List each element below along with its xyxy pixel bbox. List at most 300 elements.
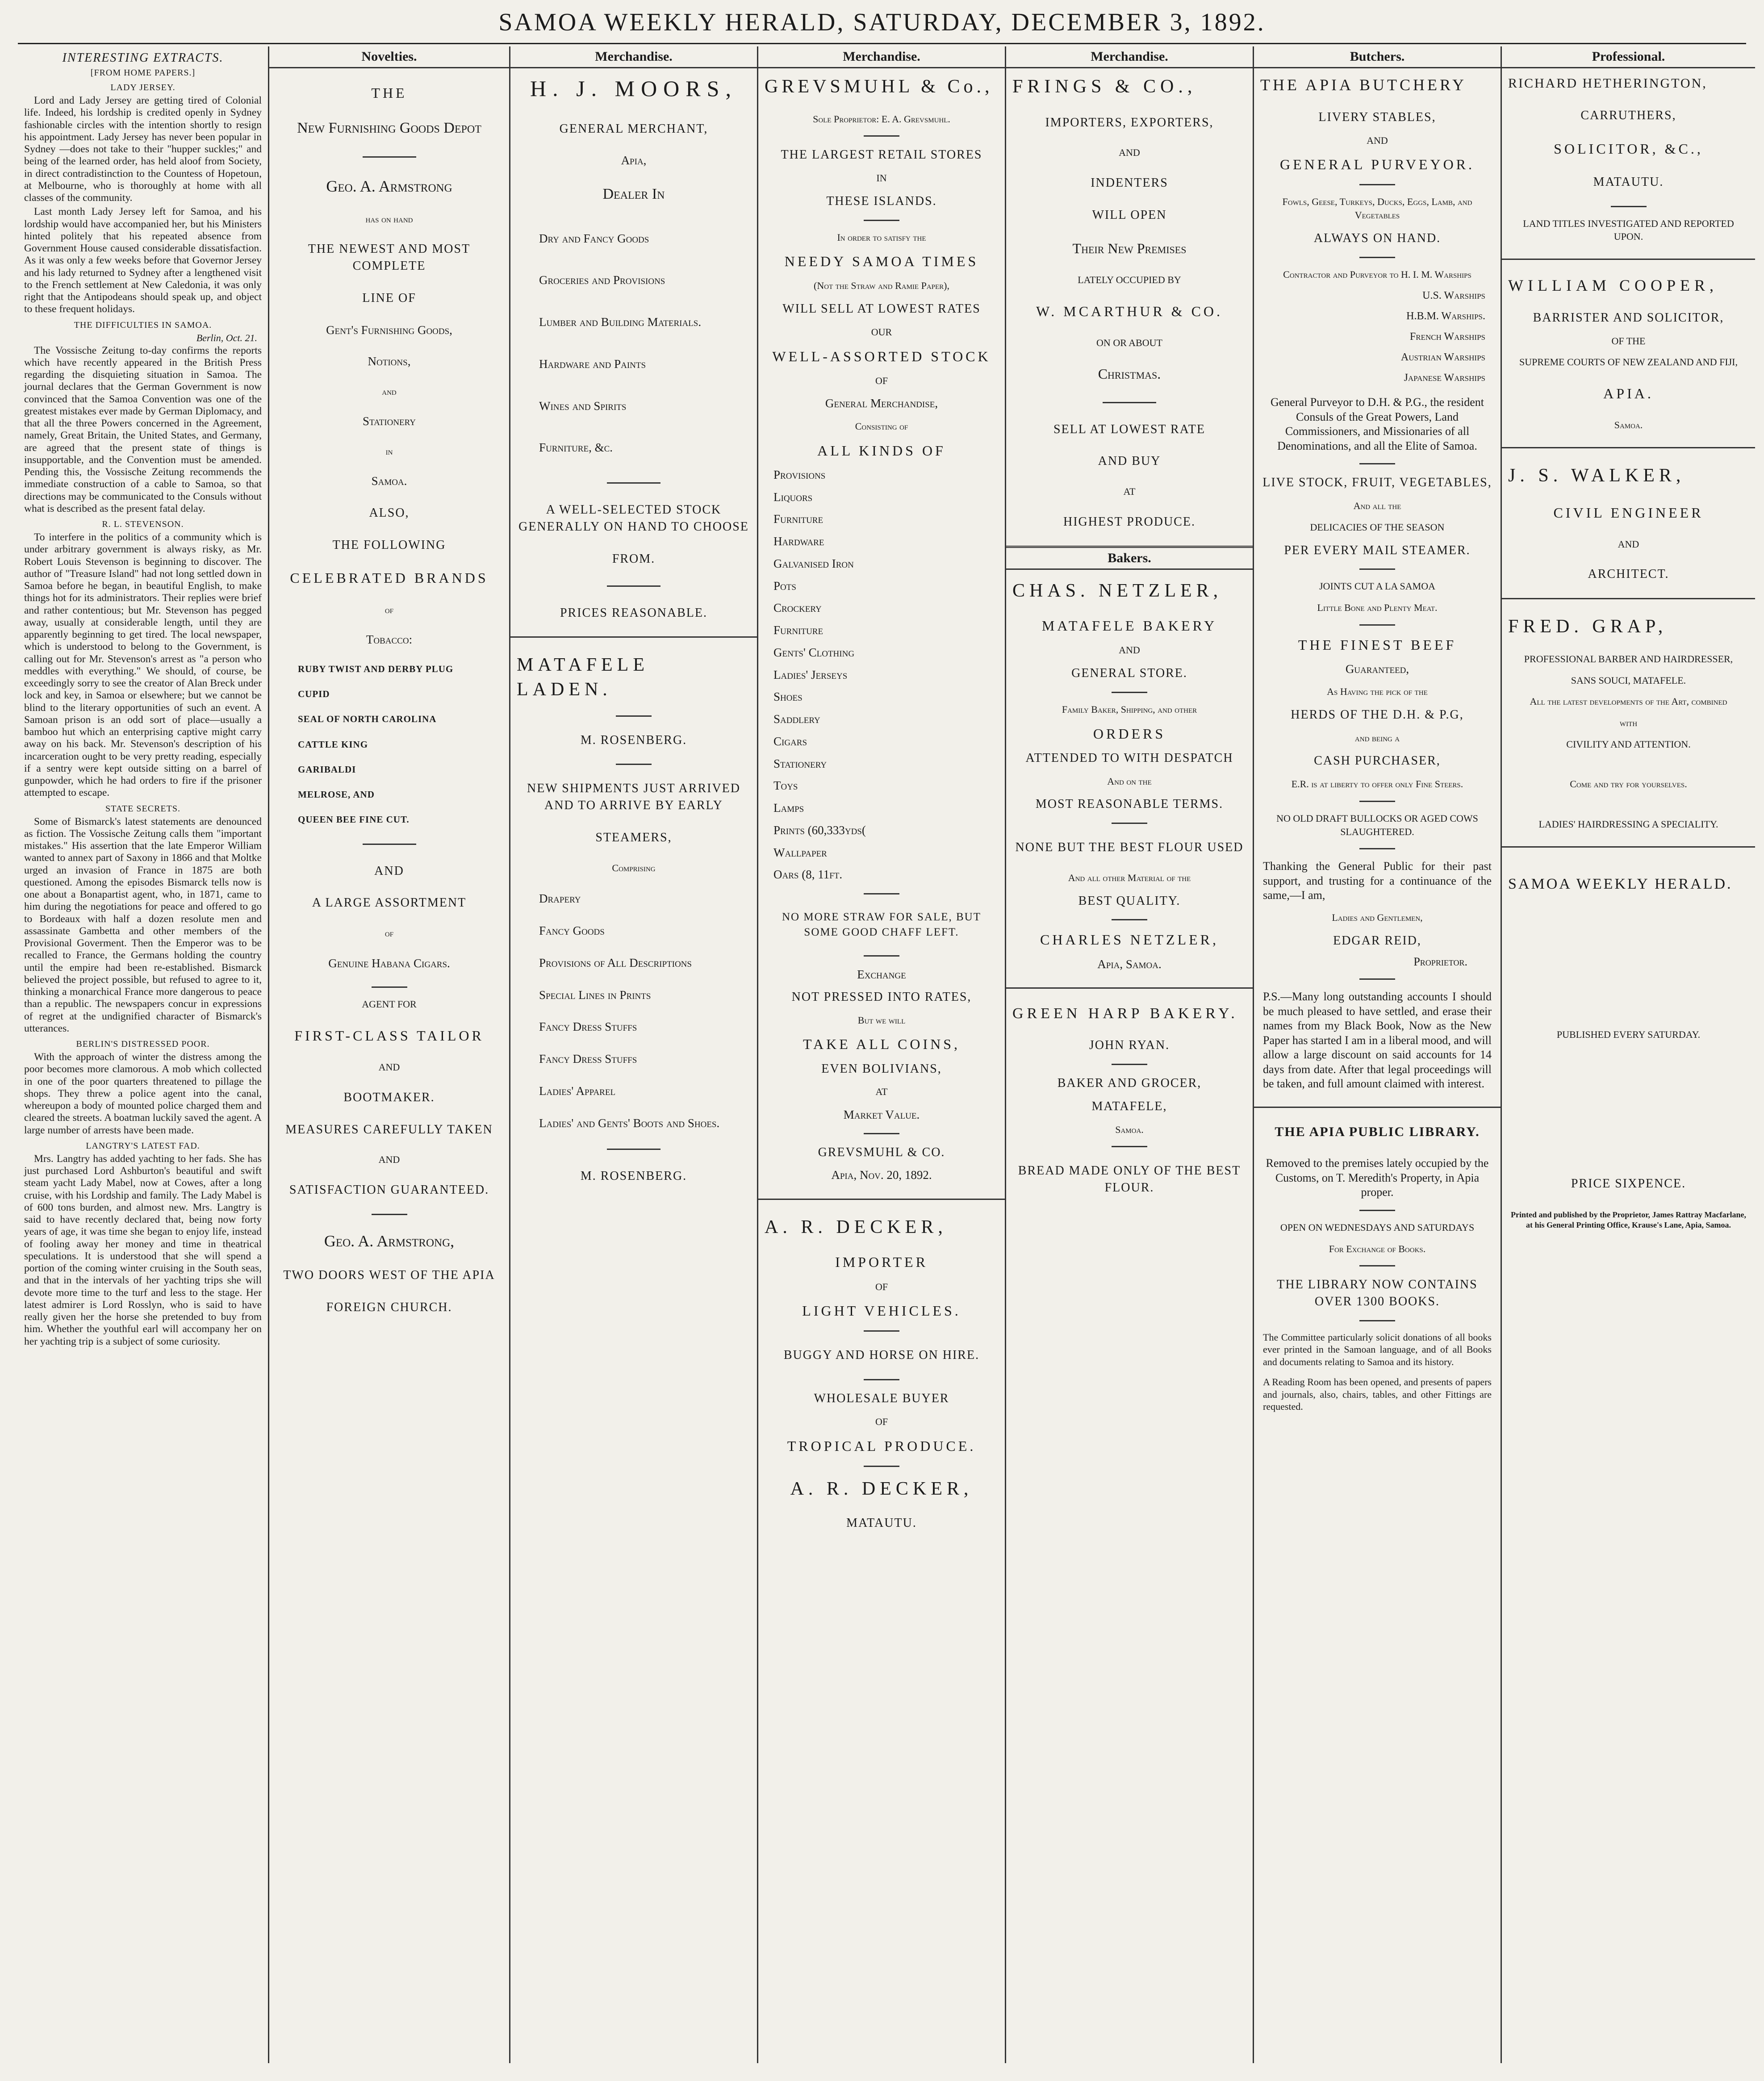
ad-paragraph: Thanking the General Public for their past support, and trusting for a continuance of the same,—I am,: [1263, 860, 1492, 902]
ad-line: AND: [378, 1061, 400, 1073]
ad-line: FIRST-CLASS TAILOR: [294, 1027, 484, 1044]
ad-line: A LARGE ASSORTMENT: [312, 896, 467, 910]
ad-line: NEEDY SAMOA TIMES: [784, 253, 979, 270]
ad-line: ARCHITECT.: [1588, 567, 1669, 581]
ad-line: in: [385, 445, 393, 457]
list-item: CUPID: [298, 689, 330, 700]
newspaper-name: SAMOA WEEKLY HERALD.: [1508, 875, 1733, 892]
ad-line: And all other Material of the: [1068, 872, 1191, 883]
article-heading: THE DIFFICULTIES IN SAMOA.: [74, 320, 212, 330]
ad-paragraph: The Committee particularly solicit donations of all books ever printed in the Samoan language, and of all Books and documents relating to Samoa and its history.: [1263, 1331, 1492, 1367]
separator: [607, 585, 660, 587]
separator: [1359, 463, 1395, 464]
ad-line: LADIES' HAIRDRESSING A SPECIALITY.: [1538, 818, 1718, 830]
ad-line: AND: [1119, 644, 1140, 656]
separator: [616, 715, 652, 717]
section-header: Bakers.: [1006, 546, 1253, 570]
separator: [607, 1149, 660, 1150]
ad-line: M. ROSENBERG.: [580, 733, 687, 747]
ad-line: Little Bone and Plenty Meat.: [1317, 602, 1438, 613]
ad-line: PRICE SIXPENCE.: [1571, 1176, 1686, 1191]
ad-line: OF: [875, 1416, 888, 1428]
ad-line: CHARLES NETZLER,: [1040, 932, 1219, 948]
ad-line: AT: [875, 1086, 888, 1098]
list-item: SEAL OF NORTH CAROLINA: [298, 714, 437, 725]
tobacco-brand-list: [276, 663, 503, 826]
ad-line: TAKE ALL COINS,: [803, 1036, 960, 1053]
list-item: Liquors: [773, 490, 813, 504]
separator: [1112, 823, 1147, 824]
ad-line: THE FINEST BEEF: [1298, 636, 1457, 653]
ad-line: THESE ISLANDS.: [826, 194, 937, 208]
ad-line: BEST QUALITY.: [1078, 894, 1181, 908]
ad-line: Stationery: [362, 414, 416, 428]
list-item: Gents' Clothing: [773, 645, 855, 659]
ad-line: As Having the pick of the: [1327, 686, 1428, 698]
list-item: CATTLE KING: [298, 739, 368, 750]
separator: [864, 1133, 899, 1134]
list-item: Crockery: [773, 601, 822, 615]
column-header: Merchandise.: [1006, 46, 1253, 68]
ad-line: with: [1619, 717, 1638, 728]
list-item: Lumber and Building Materials.: [539, 315, 702, 329]
ad-line: BARRISTER AND SOLICITOR,: [1533, 310, 1724, 325]
ad-line: APIA.: [1603, 385, 1654, 402]
list-item: French Warships: [1409, 331, 1485, 343]
ad-line: INDENTERS: [1091, 176, 1168, 190]
ad-line: Geo. A. Armstrong,: [324, 1232, 455, 1250]
list-item: MELROSE, AND: [298, 789, 375, 800]
list-item: Cigars: [773, 734, 807, 748]
ad-line: SOLICITOR, &C.,: [1554, 140, 1703, 157]
separator: [1359, 1320, 1395, 1321]
ad-line: ORDERS: [1093, 725, 1166, 742]
article-paragraph: Lord and Lady Jersey are getting tired of Colonial life. Indeed, his lordship is credited openly in Sydney fashionable circles with the intention shortly to resign his appointment. Lady Jersey has never been popular in Sydney —does not take to their "hupper suckles;" and being of the learned order, has held aloof from Society, in direct contradistinction to the Countess of Hopetoun, at Melbourne, who is thoroughly at home with all classes of the community.: [24, 95, 262, 204]
advertiser-name: WILLIAM COOPER,: [1508, 276, 1718, 295]
ad-line: Genuine Habana Cigars.: [328, 956, 450, 970]
ad-line: FOREIGN CHURCH.: [326, 1300, 452, 1315]
ad-line: MATAUTU.: [1593, 175, 1664, 189]
list-item: Hardware and Paints: [539, 357, 646, 371]
advertiser-name: GREEN HARP BAKERY.: [1012, 1005, 1238, 1022]
ad-line: SATISFACTION GUARANTEED.: [289, 1183, 489, 1197]
separator: [1112, 919, 1147, 920]
ad-line: But we will: [857, 1014, 906, 1026]
ad-line: Samoa.: [371, 474, 407, 488]
ad-paragraph: P.S.—Many long outstanding accounts I should be much pleased to have settled, and erase their names from my Black Book, Now as the New Paper has started I am in a liberal mood, and will allow a large discount on said accounts for 14 days from date. After that legal proceedings will be taken, and full amount claimed with interest.: [1263, 990, 1492, 1091]
divider: [1502, 846, 1755, 848]
column-professional: [1501, 46, 1755, 2063]
ad-line: E.R. is at liberty to offer only Fine Steers.: [1291, 778, 1463, 790]
list-item: Ladies' and Gents' Boots and Shoes.: [539, 1116, 720, 1130]
ad-line: THE LARGEST RETAIL STORES: [781, 148, 982, 162]
column-butchers: [1253, 46, 1501, 2063]
separator: [372, 986, 407, 988]
list-item: Furniture: [773, 623, 823, 637]
ad-line: WHOLESALE BUYER: [814, 1392, 949, 1406]
ad-line: AND: [1618, 538, 1639, 550]
separator: [1359, 1265, 1395, 1266]
ad-line: Gent's Furnishing Goods,: [326, 323, 452, 337]
ad-line: Ladies and Gentlemen,: [1332, 911, 1423, 923]
column-header: Merchandise.: [758, 46, 1005, 68]
ad-line: LINE OF: [362, 291, 416, 305]
article-paragraph: To interfere in the politics of a community which is under arbitrary government is always risky, as Mr. Robert Louis Stevenson is beginning to discover. The author of "Treasure Island" had not long settled down in Samoa before he began, in beautiful English, to make things hot for its administrators. Their replies were brief and rather contentious; but Mr. Stevenson has pegged away, usually at considerable length, until they are apparently beginning to get tired. The local newspaper, which is understood to belong to the Government, is calling out for Mr. Stevenson's arrest as "a person who meddles with everything." We should, of course, be exceedingly sorry to see the creator of Alan Breck under lock and key, in Samoa or elsewhere; but we cannot be blind to the literary opportunities of such an event. A Samoan prison is an odd sort of place—usually a bamboo hut which an enterprising captive might carry away on his back. Mr. Stevenson's description of his incarceration ought to be very pretty reading, especially if a sentry were kept outside sitting on a barrel of gunpowder, which he had orders to fire if the prisoner attempted to escape.: [24, 531, 262, 799]
list-item: Saddlery: [773, 712, 820, 726]
ad-line: JOHN RYAN.: [1089, 1038, 1170, 1053]
ad-line: Sole Proprietor: E. A. Grevsmuhl.: [813, 113, 950, 125]
article-paragraph: With the approach of winter the distress among the poor becomes more clamorous. A mob which collected in one of the poor quarters threatened to pillage the shops. They threw a police agent into the canal, whereupon a body of mounted police charged them and cleared the streets. A boatman luckily saved the agent. A large number of arrests have been made.: [24, 1051, 262, 1136]
ad-line: WILL SELL AT LOWEST RATES: [782, 302, 981, 316]
column-header: Butchers.: [1254, 46, 1501, 68]
advertiser-name: J. S. WALKER,: [1508, 465, 1685, 486]
ad-line: THE NEWEST AND MOST COMPLETE: [308, 242, 471, 273]
ad-line: NEW SHIPMENTS JUST ARRIVED AND TO ARRIVE BY EARLY: [527, 781, 740, 813]
ad-line: PRICES REASONABLE.: [560, 606, 708, 620]
column-merchandise-grevsmuhl: [757, 46, 1005, 2063]
ad-line: LAND TITLES INVESTIGATED AND REPORTED UPON.: [1523, 217, 1734, 242]
article-heading: LANGTRY'S LATEST FAD.: [86, 1141, 200, 1151]
columns: [18, 46, 1755, 2063]
column-header: Merchandise.: [510, 46, 757, 68]
separator: [1103, 402, 1156, 403]
ad-line: JOINTS CUT A LA SAMOA: [1319, 581, 1435, 592]
list-item: Furniture, &c.: [539, 441, 613, 455]
ad-line: THE: [371, 85, 407, 101]
ad-line: NO OLD DRAFT BULLOCKS OR AGED COWS SLAUGHTERED.: [1276, 812, 1478, 837]
separator: [363, 156, 416, 158]
ad-line: GENERAL MERCHANT,: [559, 121, 708, 136]
separator: [1359, 848, 1395, 849]
goods-list: [765, 468, 999, 882]
column-novelties: [268, 46, 509, 2063]
separator: [616, 764, 652, 765]
ad-line: MEASURES CAREFULLY TAKEN: [285, 1122, 493, 1137]
advertiser-name: A. R. DECKER,: [765, 1216, 947, 1237]
ad-line: Consisting of: [855, 420, 908, 432]
ad-line: LIGHT VEHICLES.: [802, 1303, 961, 1319]
goods-list: [517, 891, 751, 1131]
list-item: Galvanised Iron: [773, 556, 854, 570]
list-item: Prints (60,333yds(: [773, 823, 866, 837]
ad-line: CIVILITY AND ATTENTION.: [1566, 738, 1691, 750]
ad-line: WELL-ASSORTED STOCK: [772, 348, 991, 364]
separator: [1359, 257, 1395, 258]
ad-line: PER EVERY MAIL STEAMER.: [1284, 543, 1471, 557]
ad-line: ALSO,: [369, 506, 410, 520]
ad-line: CELEBRATED BRANDS: [290, 570, 489, 586]
ad-line: And on the: [1107, 775, 1152, 787]
separator: [1112, 1064, 1147, 1065]
ad-line: OUR: [871, 326, 892, 338]
ad-line: ALWAYS ON HAND.: [1313, 231, 1441, 245]
ad-line: Dealer In: [602, 185, 665, 202]
ad-line: MATAFELE,: [1091, 1099, 1167, 1113]
ad-line: LIVERY STABLES,: [1318, 110, 1436, 124]
advertiser-name: MATAFELE LADEN.: [517, 655, 649, 700]
list-item: U.S. Warships: [1422, 290, 1485, 302]
list-item: Stationery: [773, 756, 827, 770]
ad-line: LIVE STOCK, FRUIT, VEGETABLES,: [1262, 476, 1492, 490]
column-merchandise-frings: [1005, 46, 1253, 2063]
ad-line: AND BUY: [1098, 454, 1161, 468]
ad-paragraph: A Reading Room has been opened, and presents of papers and journals, also, chairs, tables, and other Fittings are requested.: [1263, 1376, 1492, 1412]
ad-line: AT: [1123, 486, 1136, 497]
ad-line: And all the: [1353, 500, 1401, 512]
ad-paragraph: General Purveyor to D.H. & P.G., the resident Consuls of the Great Powers, Land Commissioners, and Missionaries of all Denominations, and all the Elite of Samoa.: [1270, 396, 1484, 452]
divider: [1502, 259, 1755, 260]
ad-line: IMPORTER: [835, 1254, 928, 1270]
ad-line: AND: [378, 1154, 400, 1166]
ad-line: W. MCARTHUR & CO.: [1036, 303, 1223, 319]
ad-line: Samoa.: [1614, 419, 1643, 431]
list-item: Provisions: [773, 468, 826, 481]
advertiser-name: GREVSMUHL & Co.,: [765, 76, 993, 97]
ad-line: Fowls, Geese, Turkeys, Ducks, Eggs, Lamb, and Vegetables: [1282, 196, 1472, 221]
advertiser-name: CHAS. NETZLER,: [1012, 580, 1223, 601]
ad-line: BREAD MADE ONLY OF THE BEST FLOUR.: [1018, 1164, 1241, 1195]
ad-line: and being a: [1354, 732, 1400, 744]
list-item: Drapery: [539, 892, 581, 906]
imprint: Printed and published by the Proprietor, James Rattray Macfarlane, at his General Printing Office, Krause's Lane, Apia, Samoa.: [1511, 1210, 1746, 1229]
ad-line: GREVSMUHL & CO.: [818, 1145, 945, 1159]
ad-line: ON OR ABOUT: [1096, 337, 1162, 348]
extracts-source: [FROM HOME PAPERS.]: [90, 68, 196, 78]
ad-signature: Proprietor.: [1413, 955, 1467, 969]
ad-line: GENERAL PURVEYOR.: [1279, 156, 1475, 173]
ad-line: STEAMERS,: [595, 830, 672, 844]
list-item: H.B.M. Warships.: [1406, 310, 1485, 322]
list-item: Oars (8, 11ft.: [773, 868, 843, 882]
list-item: Special Lines in Prints: [539, 988, 651, 1002]
advertiser-name: FRINGS & CO.,: [1012, 76, 1197, 97]
ad-line: Contractor and Purveyor to H. I. M. Warships: [1283, 268, 1471, 280]
list-item: Groceries and Provisions: [539, 273, 665, 287]
ad-line: OF: [875, 1281, 888, 1292]
ad-line: BAKER AND GROCER,: [1057, 1076, 1202, 1090]
masthead-rule: [18, 43, 1746, 44]
column-merchandise-moors: [509, 46, 757, 2063]
ad-line: DELICACIES OF THE SEASON: [1310, 521, 1445, 533]
separator: [864, 893, 899, 894]
ad-line: NONE BUT THE BEST FLOUR USED: [1015, 840, 1244, 855]
ad-line: MATAUTU.: [846, 1516, 917, 1530]
ad-line: OF: [875, 375, 888, 386]
ad-line: PROFESSIONAL BARBER AND HAIRDRESSER,: [1524, 653, 1733, 664]
separator: [1359, 801, 1395, 802]
ad-line: THE FOLLOWING: [332, 538, 446, 552]
ad-line: CARRUTHERS,: [1580, 109, 1676, 122]
separator: [363, 844, 416, 845]
list-item: Wines and Spirits: [539, 399, 627, 413]
separator: [864, 220, 899, 221]
advertiser-name: RICHARD HETHERINGTON,: [1508, 76, 1707, 91]
ad-line: Market Value.: [843, 1108, 920, 1122]
separator: [1112, 692, 1147, 693]
ad-line: EDGAR REID,: [1333, 933, 1421, 948]
ad-line: of: [385, 928, 394, 939]
list-item: Ladies' Apparel: [539, 1084, 616, 1098]
separator: [1359, 978, 1395, 980]
separator: [1359, 568, 1395, 570]
separator: [864, 1379, 899, 1380]
ad-line: CASH PURCHASER,: [1314, 754, 1441, 768]
ad-line: SUPREME COURTS OF NEW ZEALAND AND FIJI,: [1519, 356, 1738, 368]
ad-line: In order to satisfy the: [837, 231, 926, 243]
list-item: Provisions of All Descriptions: [539, 956, 692, 969]
list-item: Shoes: [773, 690, 803, 704]
separator: [864, 1466, 899, 1467]
ad-line: Family Baker, Shipping, and other: [1062, 703, 1197, 715]
list-item: Hardware: [773, 535, 824, 548]
article-heading: LADY JERSEY.: [110, 83, 176, 92]
ad-line: BUGGY AND HORSE ON HIRE.: [783, 1348, 980, 1362]
ad-line: Tobacco:: [366, 633, 413, 647]
ad-line: All the latest developments of the Art, combined: [1530, 696, 1727, 707]
article-paragraph: Mrs. Langtry has added yachting to her fads. She has just purchased Lord Ashburton's beautiful and swift steam yacht Lady Mabel, now at Cowes, after a long cruise, with his Lordship and family. The Lady Mabel is of 600 tons burden, and almost new. Mrs. Langtry is said to have recently declared that, being now forty years of age, it was time she began to enjoy life, instead of fooling away her money and time in theatrical speculations. It is understood that she will spend a portion of the coming winter cruising in the South seas, and that in the intervals of her yachting trips she will devote more time to the turf and less to the stage. Her latest admirer is Lord Rosslyn, who is said to have really given her the horse she pretended to buy from him. Whether the youthful earl will accompany her on her yachting trip is a subject of some curiosity.: [24, 1153, 262, 1347]
list-item: Pots: [773, 579, 796, 593]
column-header: Professional.: [1502, 46, 1755, 68]
list-item: Wallpaper: [773, 845, 827, 859]
separator: [1359, 1210, 1395, 1211]
masthead: SAMOA WEEKLY HERALD, SATURDAY, DECEMBER 3, 1892.: [498, 8, 1266, 36]
list-item: Lamps: [773, 801, 804, 815]
advertiser-name: FRED. GRAP,: [1508, 616, 1668, 637]
ad-line: For Exchange of Books.: [1329, 1243, 1426, 1254]
ad-line: PUBLISHED EVERY SATURDAY.: [1556, 1028, 1701, 1040]
ad-line: WILL OPEN: [1092, 208, 1167, 222]
list-item: Fancy Dress Stuffs: [539, 1052, 637, 1066]
separator: [1359, 624, 1395, 626]
ad-line: FROM.: [612, 552, 656, 566]
ad-line: IMPORTERS, EXPORTERS,: [1045, 115, 1214, 130]
separator: [1112, 1146, 1147, 1147]
advertiser-name: H. J. MOORS,: [530, 76, 737, 101]
divider: [1502, 447, 1755, 448]
ad-line: Their New Premises: [1072, 240, 1187, 256]
ad-line: THE LIBRARY NOW CONTAINS OVER 1300 BOOKS.: [1277, 1278, 1478, 1308]
list-item: Austrian Warships: [1400, 351, 1485, 364]
ad-line: (Not the Straw and Ramie Paper),: [814, 280, 949, 292]
ad-line: of: [385, 604, 394, 615]
advertiser-name: A. R. DECKER,: [790, 1478, 973, 1499]
ad-line: Apia, Nov. 20, 1892.: [831, 1168, 932, 1182]
separator: [1611, 206, 1647, 207]
ad-line: TROPICAL PRODUCE.: [787, 1437, 976, 1454]
list-item: QUEEN BEE FINE CUT.: [298, 814, 410, 825]
ad-line: AND: [1119, 147, 1140, 159]
divider: [1502, 598, 1755, 599]
divider: [1254, 1107, 1501, 1108]
ad-line: CIVIL ENGINEER: [1553, 504, 1704, 521]
list-item: Ladies' Jerseys: [773, 668, 848, 681]
column-extracts: [18, 46, 268, 2063]
list-item: Fancy Dress Stuffs: [539, 1020, 637, 1034]
ad-line: New Furnishing Goods Depot: [297, 120, 481, 137]
separator: [864, 1330, 899, 1332]
ad-line: IN: [876, 172, 887, 184]
ad-line: ATTENDED TO WITH DESPATCH: [1025, 751, 1233, 765]
ad-line: Apia,: [621, 154, 647, 167]
list-item: Toys: [773, 779, 798, 793]
list-item: Japanese Warships: [1404, 372, 1485, 384]
ad-line: EVEN BOLIVIANS,: [821, 1061, 942, 1076]
ad-line: AND: [1367, 134, 1388, 146]
ad-line: Samoa.: [1115, 1124, 1144, 1135]
ad-line: NO MORE STRAW FOR SALE, BUT SOME GOOD CHAFF LEFT.: [782, 911, 982, 938]
ad-paragraph: Removed to the premises lately occupied by the Customs, on T. Meredith's Property, in Apia proper.: [1266, 1157, 1489, 1199]
list-item: RUBY TWIST AND DERBY PLUG: [298, 663, 454, 674]
list-item: Dry and Fancy Goods: [539, 231, 649, 245]
ad-line: Comprising: [612, 862, 656, 873]
article-heading: BERLIN'S DISTRESSED POOR.: [76, 1039, 210, 1049]
ad-line: NOT PRESSED INTO RATES,: [791, 990, 972, 1004]
column-header: Novelties.: [269, 46, 509, 68]
ad-line: SANS SOUCI, MATAFELE.: [1571, 674, 1686, 686]
separator: [372, 1214, 407, 1215]
list-item: Furniture: [773, 512, 823, 526]
article-paragraph: The Vossische Zeitung to-day confirms the reports which have recently appeared in the British Press regarding the disquieting situation in Samoa. The journal declares that the German Government is now convinced that the Samoa Convention was one of the greatest mistakes ever made by German Diplomacy, and that all the three Powers concerned in the Agreement, namely, Great Britain, the United States, and Germany, are agreed that the present state of things is insupportable, and the Convention must be amended. Pending this, the Vossische Zeitung recommends the immediate construction of a cable to Samoa, so that directions may be communicated to the Consuls without what is described as the present fatal delay.: [24, 344, 262, 514]
ad-line: GENERAL STORE.: [1071, 666, 1187, 681]
separator: [864, 135, 899, 137]
goods-list: [517, 231, 751, 456]
list-item: GARIBALDI: [298, 764, 356, 775]
separator: [1359, 184, 1395, 185]
article-dateline: Berlin, Oct. 21.: [196, 332, 257, 343]
article-paragraph: Last month Lady Jersey left for Samoa, and his lordship would have accompanied her, but his Ministers hinted politely that his repeated absence from Government House caused considerable dissatisfaction. As it was only a few weeks before that Governor Jersey and his lady returned to Sydney after a lengthened visit to the French settlement at New Caledonia, it was only right that the Antipodeans should speak up, and object to these frequent holidays.: [24, 206, 262, 315]
article-heading: STATE SECRETS.: [105, 803, 180, 814]
advertiser-name: THE APIA BUTCHERY: [1260, 76, 1467, 94]
ad-line: BOOTMAKER.: [343, 1090, 435, 1104]
ad-line: Exchange: [857, 967, 906, 981]
ad-line: Come and try for yourselves.: [1570, 778, 1687, 790]
divider: [510, 636, 757, 638]
ad-line: General Merchandise,: [825, 397, 938, 410]
ad-line: AGENT FOR: [362, 999, 417, 1010]
ad-line: TWO DOORS WEST OF THE APIA: [283, 1268, 495, 1283]
ad-line: Christmas.: [1098, 366, 1161, 382]
article-heading: R. L. STEVENSON.: [102, 519, 184, 529]
divider: [1006, 987, 1253, 989]
ad-line: has on hand: [365, 213, 413, 225]
ad-line: LATELY OCCUPIED BY: [1078, 274, 1181, 285]
ad-line: MOST REASONABLE TERMS.: [1035, 797, 1224, 811]
ad-line: HIGHEST PRODUCE.: [1063, 514, 1196, 529]
ad-line: ALL KINDS OF: [817, 442, 946, 459]
ad-line: Guaranteed,: [1345, 662, 1409, 676]
ad-line: OPEN ON WEDNESDAYS AND SATURDAYS: [1280, 1221, 1475, 1233]
separator: [864, 955, 899, 957]
ad-line: A WELL-SELECTED STOCK GENERALLY ON HAND TO CHOOSE: [518, 503, 749, 534]
ad-line: Geo. A. Armstrong: [326, 177, 452, 196]
ad-line: Notions,: [368, 355, 411, 368]
article-paragraph: Some of Bismarck's latest statements are denounced as fiction. The Vossische Zeitung calls them "important mistakes." His assertion that the late Emperor William wanted to annex part of Saxony in 1866 and that Moltke urged an invasion of France in 1875 are both questioned. Among the episodes Bismarck tells now is one about a Bonapartist agent, who, in 1871, came to him during the negotiations for peace and offered to go to Bordeaux with half a dozen resolute men and assassinate Gambetta and other members of the Provisional Goverment. Then the Emperor was to be recalled to France, the Germans holding the country until the empire had been re-established. Bismarck believed the project possible, but refused to agree to it, thinking a monarchical France more dangerous to peace than a republic. The newspapers concur in expressions of regret at the undignified character of Bismarck's utterances.: [24, 815, 262, 1034]
ad-line: Apia, Samoa.: [1097, 957, 1162, 971]
ad-line: AND: [374, 864, 404, 878]
separator: [607, 482, 660, 484]
ad-line: M. ROSENBERG.: [580, 1169, 687, 1183]
divider: [758, 1199, 1005, 1200]
advertiser-name: THE APIA PUBLIC LIBRARY.: [1275, 1124, 1480, 1139]
ad-line: and: [382, 385, 397, 397]
ad-line: SELL AT LOWEST RATE: [1053, 422, 1206, 436]
warship-list: [1260, 289, 1494, 384]
ad-line: HERDS OF THE D.H. & P.G,: [1291, 707, 1464, 722]
list-item: Fancy Goods: [539, 924, 605, 938]
ad-line: OF THE: [1611, 335, 1646, 347]
extracts-title: INTERESTING EXTRACTS.: [62, 51, 224, 65]
ad-line: MATAFELE BAKERY: [1041, 618, 1217, 634]
